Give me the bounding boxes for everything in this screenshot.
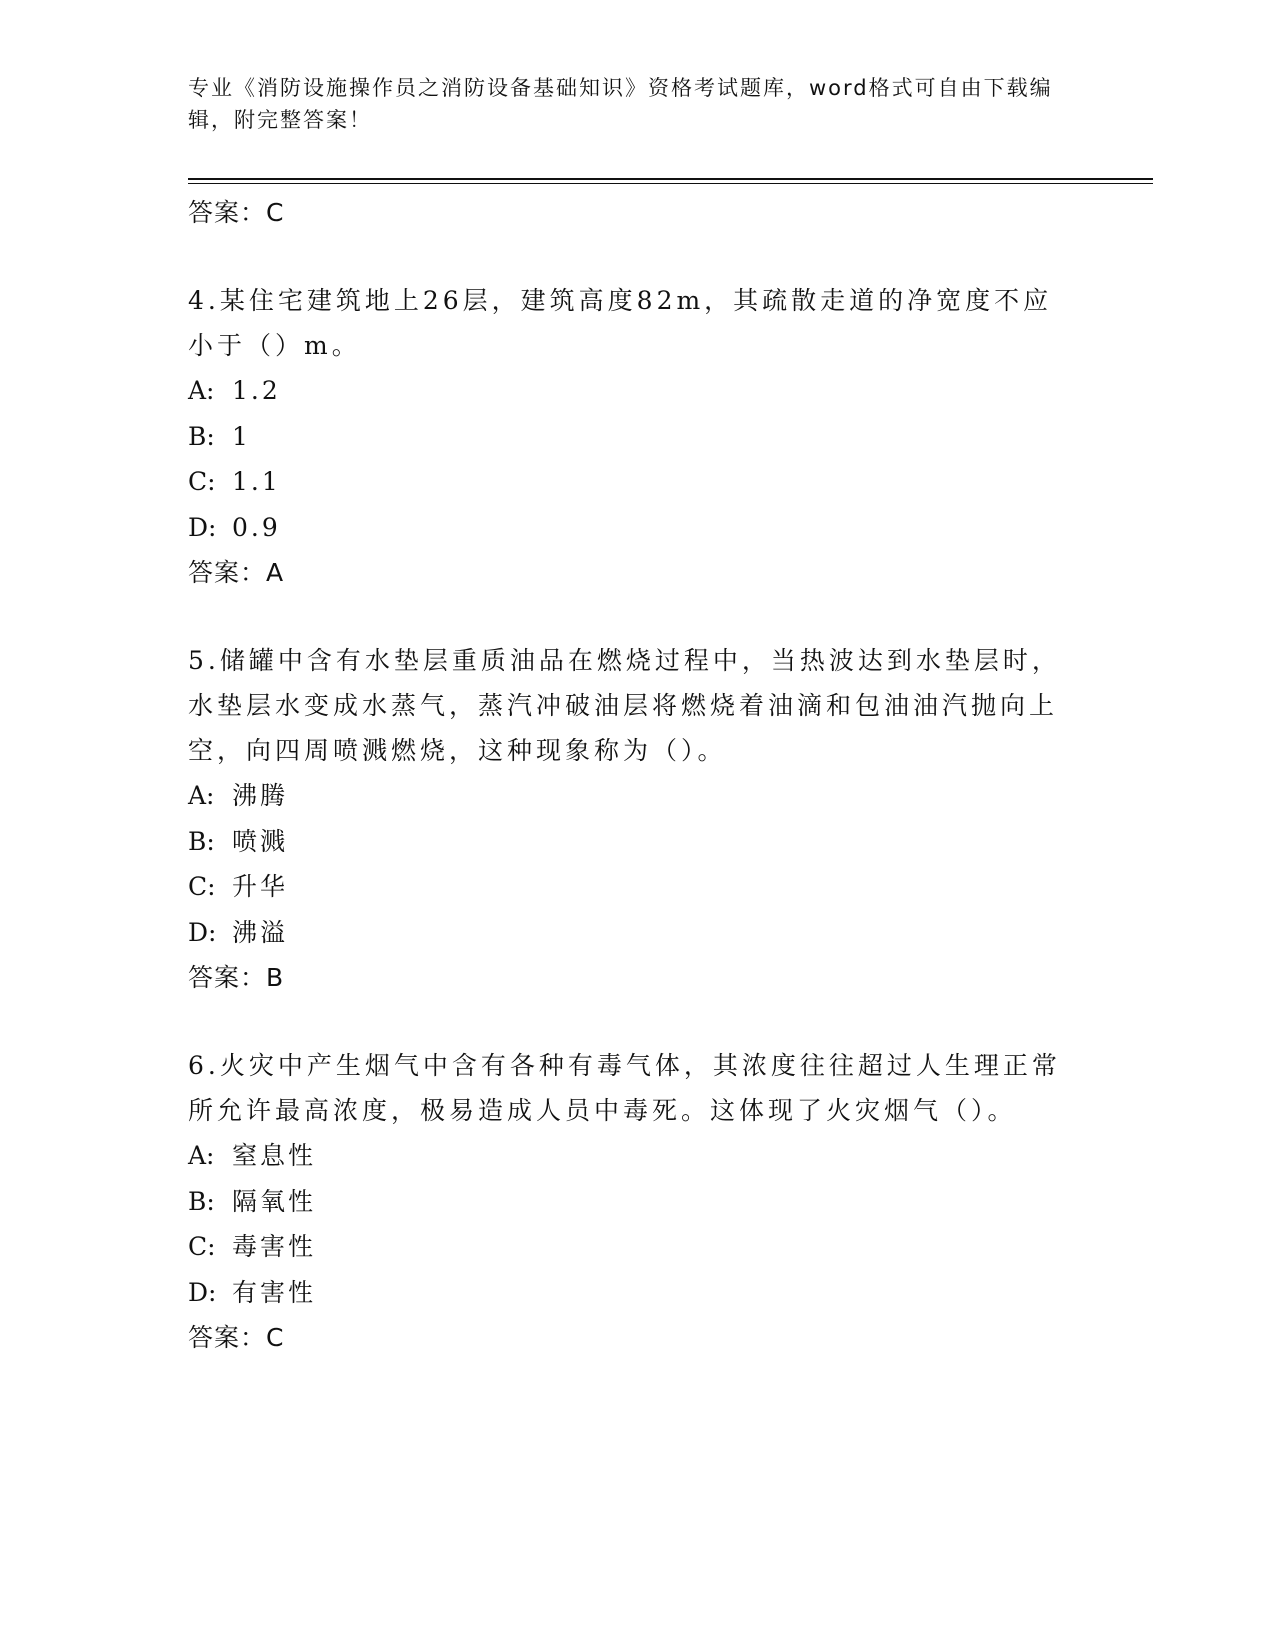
option-text: 隔氧性 — [232, 1186, 317, 1216]
question-4 — [188, 278, 1088, 595]
option-letter: D: — [188, 512, 217, 542]
option-c — [188, 459, 1088, 505]
option-text: 有害性 — [232, 1277, 317, 1307]
option-letter: A: — [188, 781, 215, 810]
question-6 — [188, 1043, 1088, 1360]
option-text: 1 — [232, 421, 251, 451]
option-d — [188, 910, 1088, 956]
header-rule-thin — [188, 183, 1153, 184]
option-a — [188, 1133, 1088, 1179]
option-text: 沸溢 — [232, 917, 289, 947]
header-rule-thick — [188, 178, 1153, 180]
answer-line: 答案：B — [188, 963, 285, 992]
option-b — [188, 819, 1088, 865]
option-d — [188, 1270, 1088, 1316]
answer-line: 答案：A — [188, 558, 285, 587]
option-c — [188, 864, 1088, 910]
option-letter: D: — [188, 1277, 217, 1307]
option-b — [188, 414, 1088, 460]
option-letter: D: — [188, 917, 217, 947]
option-text: 毒害性 — [232, 1232, 317, 1261]
option-letter: C: — [188, 872, 216, 901]
option-letter: A: — [188, 1141, 215, 1170]
option-letter: A: — [188, 376, 215, 405]
page-header: 专业《消防设施操作员之消防设备基础知识》资格考试题库，word格式可自由下载编辑，附完整答案！ — [188, 76, 1053, 132]
option-text: 1.1 — [232, 467, 281, 496]
option-b — [188, 1179, 1088, 1225]
option-a — [188, 368, 1088, 414]
option-text: 喷溅 — [232, 826, 289, 856]
option-text: 窒息性 — [232, 1141, 317, 1170]
option-text: 1.2 — [232, 376, 281, 405]
option-letter: C: — [188, 1232, 216, 1261]
option-letter: C: — [188, 467, 216, 496]
question-text: 4.某住宅建筑地上26层，建筑高度82m，其疏散走道的净宽度不应小于（）m。 — [188, 286, 1053, 360]
option-a — [188, 773, 1088, 819]
option-c — [188, 1224, 1088, 1270]
option-letter: B: — [188, 1186, 215, 1216]
question-text: 6.火灾中产生烟气中含有各种有毒气体，其浓度往往超过人生理正常所允许最高浓度，极易造成人员中毒死。这体现了火灾烟气（）。 — [188, 1051, 1061, 1125]
question-list — [188, 190, 1088, 1360]
question-text: 5.储罐中含有水垫层重质油品在燃烧过程中，当热波达到水垫层时，水垫层水变成水蒸气，蒸汽冲破油层将燃烧着油滴和包油油汽抛向上空，向四周喷溅燃烧，这种现象称为（）。 — [188, 646, 1061, 765]
option-text: 沸腾 — [232, 781, 289, 810]
option-text: 0.9 — [232, 512, 281, 542]
option-d — [188, 505, 1088, 551]
answer-line: 答案：C — [188, 198, 285, 227]
option-letter: B: — [188, 826, 215, 856]
question-5 — [188, 638, 1088, 1000]
answer-line: 答案：C — [188, 1323, 285, 1352]
option-letter: B: — [188, 421, 215, 451]
option-text: 升华 — [232, 872, 289, 901]
